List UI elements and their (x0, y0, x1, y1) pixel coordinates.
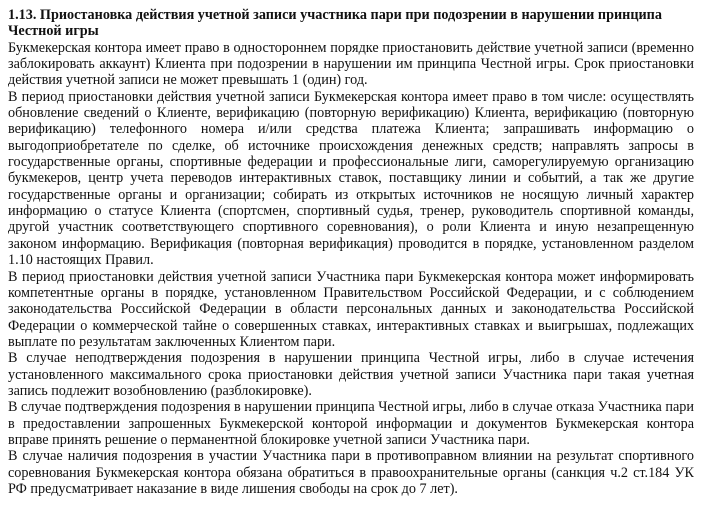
paragraph-unblocking: В случае неподтверждения подозрения в нарушении принципа Честной игры, либо в случае истечения установленного максимального срока приостановки действия учетной записи Участника пари такая учетная запись подлежит возобновлению (разблокировке). (8, 350, 694, 399)
document-section (8, 7, 694, 497)
paragraph-suspension-actions: В период приостановки действия учетной записи Букмекерская контора имеет право в том числе: осуществлять обновление сведений о Клиенте, верификацию (повторную верификацию) Клиента, верификацию (повторную верификацию) телефонного номера и/или средства платежа Клиента; запрашивать информацию о выгодоприобретателе по сделке, об источнике происхождения денежных средств; направлять запросы в государственные органы, спортивные федерации и профессиональные лиги, саморегулируемую организацию букмекеров, центр учета переводов интерактивных ставок, поставщику линии и событий, а так же другие государственные органы и организации; собирать из открытых источников не носящую личный характер информацию о статусе Клиента (спортсмен, спортивный судья, тренер, руководитель спортивной команды, другой участник соответствующего спортивного соревнования), о роли Клиента и иную незапрещенную законом информацию. Верификация (повторная верификация) проводится в порядке, установленном разделом 1.10 настоящих Правил. (8, 88, 694, 269)
paragraph-inform-authorities: В период приостановки действия учетной записи Участника пари Букмекерская контора может информировать компетентные органы в порядке, установленном Правительством Российской Федерации, и с соблюдением законодательства Российской Федерации в области персональных данных и законодательства Российской Федерации о коммерческой тайне о совершенных ставках, интерактивных ставках и выигрышах, подлежащих выплате по результатам заключенных Клиентом пари. (8, 268, 694, 350)
paragraph-law-enforcement: В случае наличия подозрения в участии Участника пари в противоправном влиянии на результат спортивного соревнования Букмекерская контора обязана обратиться в правоохранительные органы (санкция ч.2 ст.184 УК РФ предусматривает наказание в виде лишения свободы на срок до 7 лет). (8, 448, 694, 497)
paragraph-suspension-right: Букмекерская контора имеет право в одностороннем порядке приостановить действие учетной записи (временно заблокировать аккаунт) Клиента при подозрении в нарушении им принципа Честной игры. Срок приостановки действия учетной записи не может превышать 1 (один) год. (8, 39, 694, 89)
paragraph-permanent-block: В случае подтверждения подозрения в нарушении принципа Честной игры, либо в случае отказа Участника пари в предоставлении запрошенных Букмекерской конторой информации и документов Букмекерская контора вправе принять решение о перманентной блокировке учетной записи Участника пари. (8, 399, 694, 448)
section-title: 1.13. Приостановка действия учетной записи участника пари при подозрении в нарушении принципа Честной игры (8, 7, 662, 40)
